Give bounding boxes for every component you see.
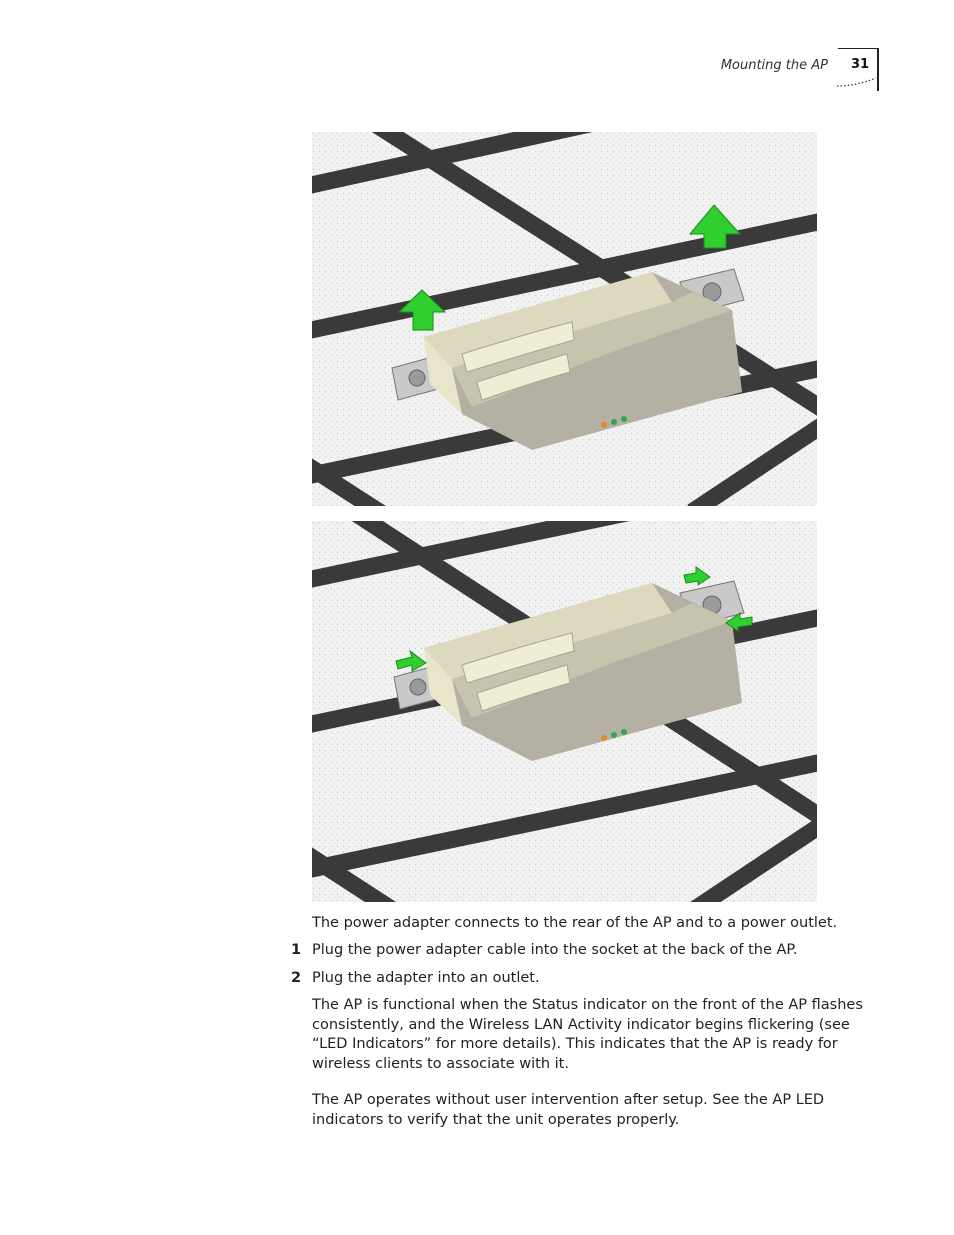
step-1 xyxy=(291,941,887,961)
dotted-curve-decoration xyxy=(836,76,878,88)
ceiling-illustration-1 xyxy=(312,132,817,506)
ceiling-illustration-2 xyxy=(312,521,817,902)
header-rule-horizontal xyxy=(838,48,878,49)
step-number: 2 xyxy=(291,970,302,986)
page-number: 31 xyxy=(851,57,870,72)
paragraph-operation: The AP operates without user intervention after setup. See the AP LED indicators to verify that the unit operates properly. xyxy=(312,1092,825,1128)
figure-ap-lift-into-ceiling xyxy=(312,132,817,506)
step-2 xyxy=(291,969,887,989)
figure-ap-slide-to-lock xyxy=(312,521,817,902)
step-text: Plug the power adapter cable into the socket at the back of the AP. xyxy=(312,942,798,958)
paragraph-functional-status: The AP is functional when the Status indicator on the front of the AP flashes consistently, and the Wireless LAN Activity indicator begins flickering (see “LED Indicators” for more details). This indicates that the AP is ready for wireless clients to associate with it. xyxy=(312,997,863,1072)
running-title: Mounting the AP xyxy=(720,58,828,73)
intro-text: The power adapter connects to the rear of the AP and to a power outlet. xyxy=(312,915,838,931)
step-number: 1 xyxy=(291,942,302,958)
step-text: Plug the adapter into an outlet. xyxy=(312,970,540,986)
